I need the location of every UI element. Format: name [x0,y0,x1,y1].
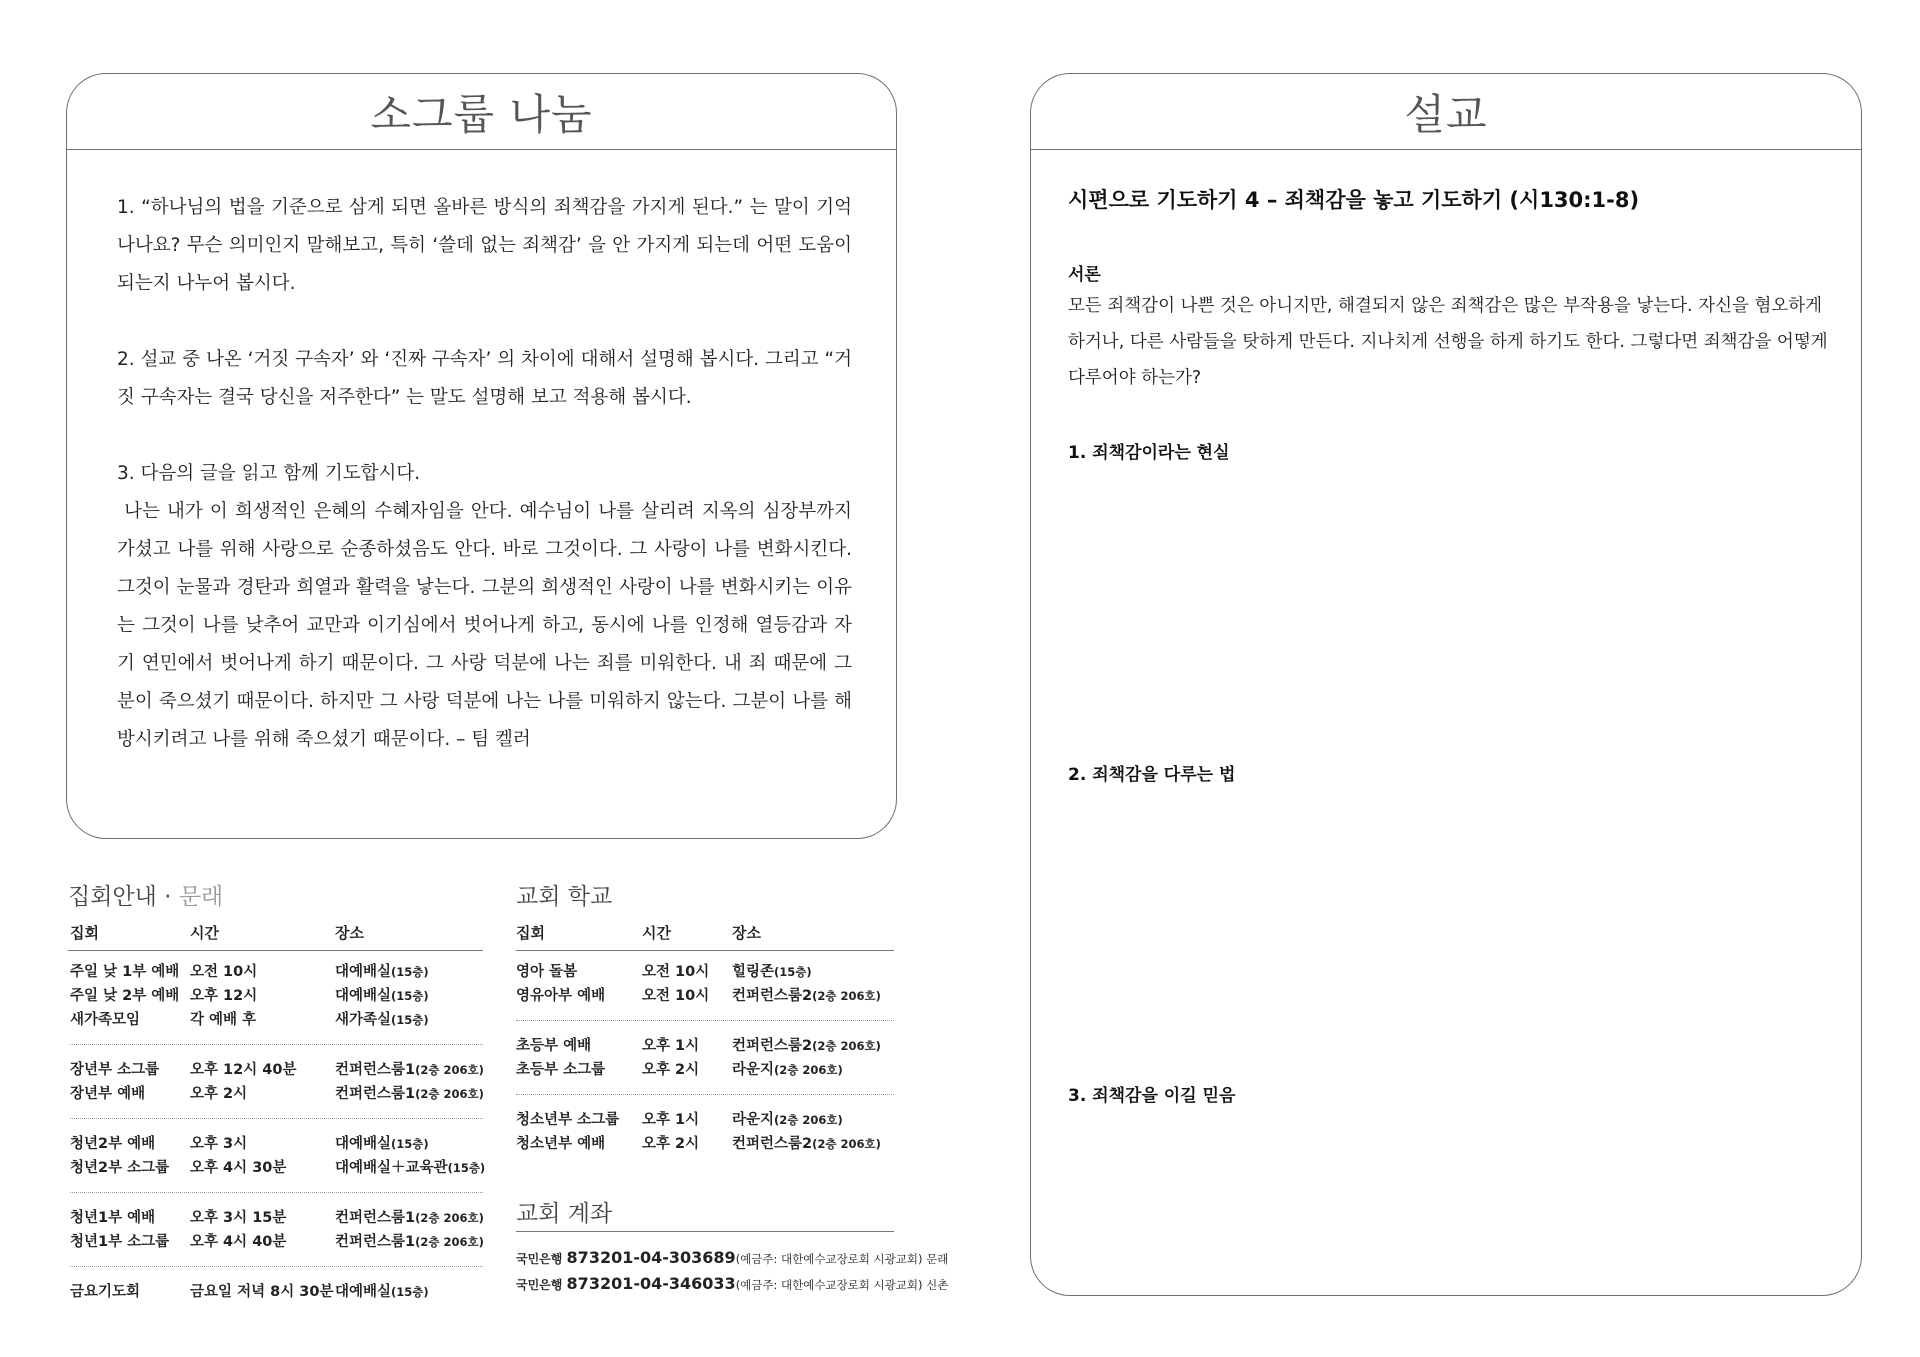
group-divider [70,1118,483,1119]
meeting-place-cell [335,1206,484,1227]
place-floor: (2층 206호) [774,1063,843,1077]
meeting-name: 청년2부 소그룹 [70,1160,170,1176]
meeting-time: 오후 12시 40분 [190,1062,297,1078]
meeting-place: 라운지 [732,1112,775,1128]
place-floor: (2층 206호) [415,1063,484,1077]
question-3 [117,455,858,759]
meeting-time: 오후 3시 15분 [190,1210,287,1226]
meeting-place: 라운지 [732,1062,775,1078]
prayer-quote: 나는 내가 이 희생적인 은혜의 수혜자임을 안다. 예수님이 나를 살리려 지옥의 심장부까지 가셨고 나를 위해 사랑으로 순종하셨음도 안다. 바로 그것이다. 그 사랑이 나를 변화시킨다. 그것이 눈물과 경탄과 희열과 활력을 낳는다. 그분의 희생적인 사랑이 나를 변화시키는 이유는 그것이 나를 낮추어 교만과 이기심에서 벗어나게 하고, 동시에 나를 인정해 열등감과 자기 연민에서 벗어나게 하기 때문이다. 그 사랑 덕분에 나는 죄를 미워한다. 내 죄 때문에 그분이 죽으셨기 때문이다. 하지만 그 사랑 덕분에 나는 나를 미워하지 않는다. 그분이 나를 해방시키려고 나를 위해 죽으셨기 때문이다. – 팀 켈러 [117,501,858,750]
meeting-place-cell [732,1132,881,1153]
place-floor: (15층) [391,965,429,979]
account-bank: 국민은행 [516,1252,567,1266]
sermon-box [1030,73,1862,1296]
meeting-name: 주일 낮 2부 예배 [70,988,180,1004]
meeting-time: 오후 2시 [642,1136,700,1152]
meeting-place-cell [335,984,429,1005]
account-munrae [516,1248,948,1267]
meeting-name: 주일 낮 1부 예배 [70,964,180,980]
meeting-place-cell [335,1058,484,1079]
place-floor: (15층) [447,1161,486,1175]
col-header-time: 시간 [642,924,671,942]
small-group-box [66,73,897,839]
meeting-name: 영유아부 예배 [516,988,606,1004]
col-header-place: 장소 [732,924,761,942]
sermon-point-1: 1. 죄책감이라는 현실 [1068,443,1230,463]
meeting-place-cell [732,1108,843,1129]
group-divider [70,1044,483,1045]
meeting-place-cell [732,1034,881,1055]
group-divider [516,1020,894,1021]
school-title: 교회 학교 [516,884,613,910]
meeting-name: 초등부 예배 [516,1038,592,1054]
meeting-place-cell [732,1058,843,1079]
meeting-time: 오후 1시 [642,1038,700,1054]
place-floor: (2층 206호) [812,1137,881,1151]
meeting-place-cell [732,960,812,981]
meeting-place: 대예배실 [335,964,392,980]
account-sinchon [516,1274,948,1293]
question-list [117,189,858,797]
meeting-time: 오후 12시 [190,988,258,1004]
intro-text: 모든 죄책감이 나쁜 것은 아니지만, 해결되지 않은 죄책감은 많은 부작용을 낳는다. 자신을 혐오하게 하거나, 다른 사람들을 탓하게 만든다. 지나치게 선행을 하게 하기도 한다. 그렇다면 죄책감을 어떻게 다루어야 하는가? [1068,296,1828,388]
group-divider [516,1094,894,1095]
school-header-rule [516,950,894,951]
meeting-time: 오전 10시 [190,964,258,980]
place-floor: (15층) [391,1013,429,1027]
meeting-time: 오후 2시 [190,1086,248,1102]
meeting-time: 각 예배 후 [190,1012,257,1028]
meeting-name: 청소년부 소그룹 [516,1112,620,1128]
col-header-meeting: 집회 [70,924,99,942]
meeting-time: 오후 1시 [642,1112,700,1128]
meeting-place-cell [335,1132,429,1153]
meeting-place: 컨퍼런스룸2 [732,988,813,1004]
place-floor: (15층) [774,965,812,979]
meeting-place: 대예배실 [335,1136,392,1152]
meeting-name: 초등부 소그룹 [516,1062,606,1078]
meeting-place: 컨퍼런스룸1 [335,1086,416,1102]
sermon-title: 시편으로 기도하기 4 – 죄책감을 놓고 기도하기 (시130:1-8) [1068,188,1640,212]
intro-label: 서론 [1068,265,1101,285]
meeting-place: 대예배실 [335,988,392,1004]
meeting-place-cell [335,1156,485,1177]
place-floor: (15층) [391,1137,429,1151]
col-header-time: 시간 [190,924,219,942]
meeting-name: 청년2부 예배 [70,1136,156,1152]
account-holder: (예금주: 대한예수교장로회 시광교회) 문래 [735,1252,949,1266]
col-header-place: 장소 [335,924,364,942]
place-floor: (15층) [391,1285,429,1299]
question-text: 2. 설교 중 나온 ‘거짓 구속자’ 와 ‘진짜 구속자’ 의 차이에 대해서 설명해 봅시다. 그리고 “거짓 구속자는 결국 당신을 저주한다” 는 말도 설명해 보고 적용해 봅시다. [117,349,852,408]
meeting-name: 청년1부 예배 [70,1210,156,1226]
question-text: 3. 다음의 글을 읽고 함께 기도합시다. [117,463,421,484]
meeting-place: 대예배실＋교육관 [335,1160,448,1176]
meeting-place: 새가족실 [335,1012,392,1028]
col-header-meeting: 집회 [516,924,545,942]
meeting-place: 컨퍼런스룸1 [335,1210,416,1226]
sermon-section-title: 설교 [1031,74,1861,150]
sermon-point-3: 3. 죄책감을 이길 믿음 [1068,1086,1236,1106]
place-floor: (2층 206호) [415,1211,484,1225]
meeting-place: 컨퍼런스룸1 [335,1234,416,1250]
account-holder: (예금주: 대한예수교장로회 시광교회) 신촌 [735,1278,949,1292]
group-divider [70,1192,483,1193]
small-group-title: 소그룹 나눔 [67,74,896,150]
meetings-header-rule [68,950,483,951]
question-2 [117,341,852,417]
meetings-title [68,878,223,911]
place-floor: (2층 206호) [774,1113,843,1127]
meeting-name: 영아 돌봄 [516,964,578,980]
place-floor: (2층 206호) [812,989,881,1003]
meeting-time: 오후 4시 40분 [190,1234,287,1250]
question-text: 1. “하나님의 법을 기준으로 삼게 되면 올바른 방식의 죄책감을 가지게 된다.” 는 말이 기억 나나요? 무슨 의미인지 말해보고, 특히 ‘쓸데 없는 죄책감’ 을 안 가지게 되는데 어떤 도움이 되는지 나누어 봅시다. [117,197,852,294]
meeting-time: 금요일 저녁 8시 30분 [190,1284,334,1300]
account-number: 873201-04-303689 [566,1248,736,1267]
accounts-rule [516,1231,894,1232]
account-bank: 국민은행 [516,1278,567,1292]
meeting-place: 컨퍼런스룸1 [335,1062,416,1078]
meeting-place-cell [335,1082,484,1103]
meeting-time: 오후 3시 [190,1136,248,1152]
title-separator: · [156,884,179,910]
meeting-place-cell [335,1008,429,1029]
meeting-time: 오전 10시 [642,988,710,1004]
meeting-name: 장년부 소그룹 [70,1062,160,1078]
place-floor: (2층 206호) [812,1039,881,1053]
meeting-place: 컨퍼런스룸2 [732,1038,813,1054]
question-1 [117,189,852,303]
meeting-place-cell [335,1230,484,1251]
meeting-time: 오후 2시 [642,1062,700,1078]
meetings-title-main: 집회안내 [68,884,157,910]
meeting-name: 새가족모임 [70,1012,141,1028]
group-divider [70,1266,483,1267]
meeting-time: 오후 4시 30분 [190,1160,287,1176]
accounts-title: 교회 계좌 [516,1201,613,1227]
meeting-name: 금요기도회 [70,1284,141,1300]
meeting-place-cell [335,960,429,981]
meeting-place-cell [732,984,881,1005]
place-floor: (2층 206호) [415,1235,484,1249]
meetings-title-location: 문래 [178,884,224,910]
meeting-name: 청소년부 예배 [516,1136,606,1152]
meeting-name: 청년1부 소그룹 [70,1234,170,1250]
sermon-point-2: 2. 죄책감을 다루는 법 [1068,765,1236,785]
place-floor: (2층 206호) [415,1087,484,1101]
meeting-place: 대예배실 [335,1284,392,1300]
meeting-place-cell [335,1280,429,1301]
meeting-place: 컨퍼런스룸2 [732,1136,813,1152]
place-floor: (15층) [391,989,429,1003]
meeting-place: 힐링존 [732,964,775,980]
meeting-name: 장년부 예배 [70,1086,146,1102]
account-number: 873201-04-346033 [566,1274,736,1293]
meeting-time: 오전 10시 [642,964,710,980]
